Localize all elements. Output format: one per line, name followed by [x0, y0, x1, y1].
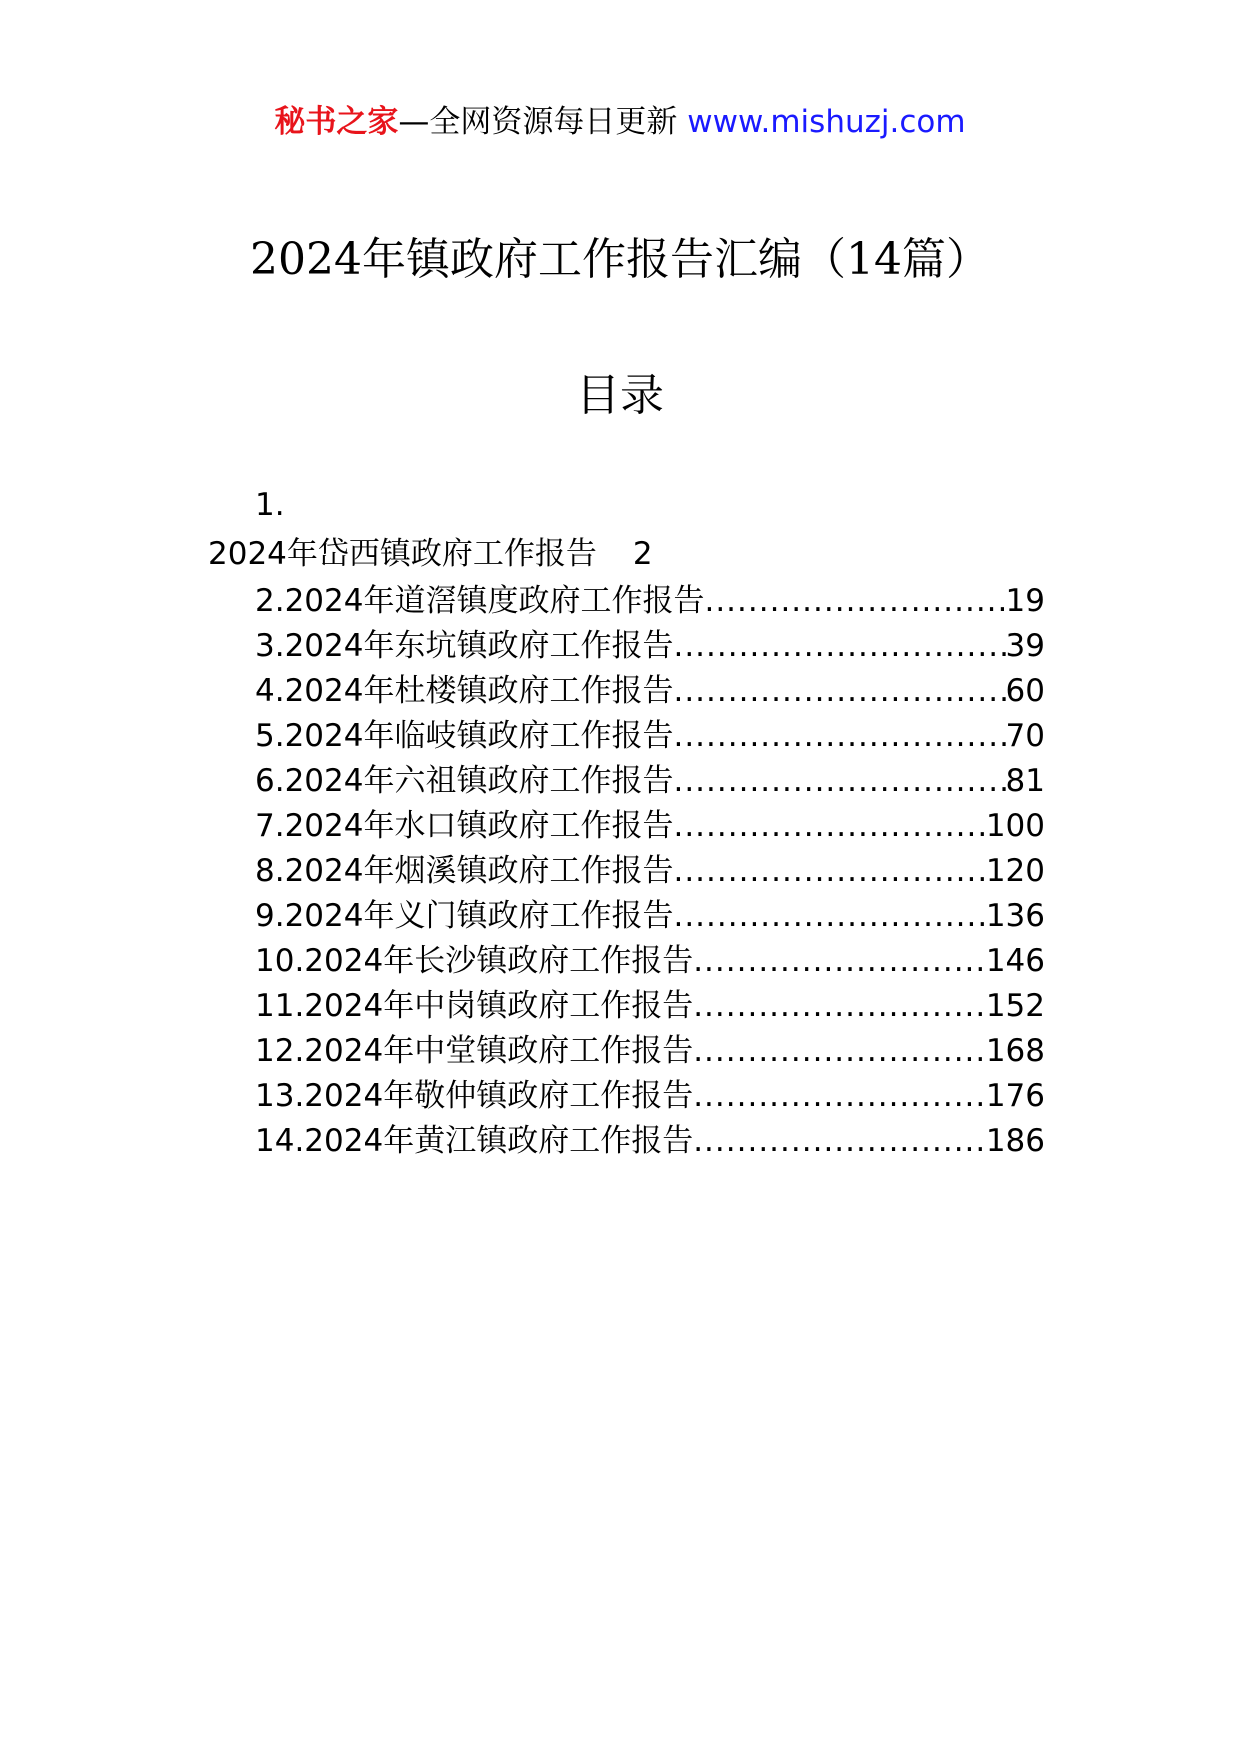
toc-dot-leader [673, 804, 985, 849]
toc-entry-text: 7.2024年水口镇政府工作报告 [255, 808, 674, 844]
site-brand: 秘书之家 [274, 104, 399, 140]
toc-entry[interactable] [255, 714, 1045, 759]
toc-entry-text: 2024年岱西镇政府工作报告 [208, 536, 597, 572]
toc-dot-leader [673, 894, 985, 939]
toc-entry-page: 2 [632, 536, 653, 572]
toc-list [255, 579, 1045, 1164]
site-tagline: —全网资源每日更新 [398, 104, 678, 140]
toc-entry-page: 19 [1005, 583, 1045, 619]
toc-entry-text: 4.2024年杜楼镇政府工作报告 [255, 673, 674, 709]
site-url-link[interactable]: www.mishuzj.com [687, 104, 966, 140]
toc-dot-leader [693, 1119, 986, 1164]
toc-entry[interactable] [255, 624, 1045, 669]
toc-entry-text: 13.2024年敬仲镇政府工作报告 [255, 1078, 694, 1114]
toc-entry[interactable] [255, 1074, 1045, 1119]
toc-heading: 目录 [576, 370, 664, 421]
toc-entry-page: 70 [1005, 718, 1045, 754]
toc-entry-text: 10.2024年长沙镇政府工作报告 [255, 943, 694, 979]
toc-dot-leader [673, 624, 1005, 669]
toc-entry-page: 39 [1005, 628, 1045, 664]
toc-dot-leader [673, 714, 1005, 759]
toc-entry-page: 120 [985, 853, 1045, 889]
toc-entry-page: 60 [1005, 673, 1045, 709]
toc-entry[interactable] [255, 759, 1045, 804]
toc-entry-page: 186 [985, 1123, 1045, 1159]
toc-entry-text: 11.2024年中岗镇政府工作报告 [255, 988, 694, 1024]
site-header [0, 100, 1240, 144]
toc-dot-leader [693, 984, 986, 1029]
toc-entry[interactable] [255, 939, 1045, 984]
toc-entry-text: 14.2024年黄江镇政府工作报告 [255, 1123, 694, 1159]
toc-entry-text: 6.2024年六祖镇政府工作报告 [255, 763, 674, 799]
toc-entry[interactable] [255, 1029, 1045, 1074]
toc-entry[interactable] [255, 894, 1045, 939]
toc-dot-leader [673, 759, 1005, 804]
toc-entry-page: 136 [985, 898, 1045, 934]
toc-entry[interactable] [255, 669, 1045, 714]
toc-entry-page: 168 [985, 1033, 1045, 1069]
toc-dot-leader [673, 669, 1005, 714]
toc-entry-page: 100 [985, 808, 1045, 844]
toc-entry[interactable] [255, 984, 1045, 1029]
toc-first-entry-number: 1. [255, 487, 285, 523]
toc-entry[interactable] [255, 804, 1045, 849]
toc-entry-text: 8.2024年烟溪镇政府工作报告 [255, 853, 674, 889]
toc-entry-page: 81 [1005, 763, 1045, 799]
toc-dot-leader [693, 939, 986, 984]
document-title: 2024年镇政府工作报告汇编（14篇） [250, 234, 990, 285]
toc-entry[interactable] [255, 849, 1045, 894]
toc-entry-text: 12.2024年中堂镇政府工作报告 [255, 1033, 694, 1069]
toc-entry-text: 9.2024年义门镇政府工作报告 [255, 898, 674, 934]
toc-dot-leader [704, 579, 1005, 624]
toc-entry-text: 5.2024年临岐镇政府工作报告 [255, 718, 674, 754]
toc-dot-leader [693, 1074, 986, 1119]
toc-entry-page: 152 [985, 988, 1045, 1024]
toc-dot-leader [673, 849, 985, 894]
toc-entry-text: 3.2024年东坑镇政府工作报告 [255, 628, 674, 664]
toc-entry[interactable] [255, 1119, 1045, 1164]
toc-dot-leader [693, 1029, 986, 1074]
toc-entry[interactable] [255, 579, 1045, 624]
toc-entry-text: 2.2024年道滘镇度政府工作报告 [255, 583, 705, 619]
toc-first-entry[interactable] [208, 534, 653, 574]
toc-entry-page: 176 [985, 1078, 1045, 1114]
toc-entry-page: 146 [985, 943, 1045, 979]
